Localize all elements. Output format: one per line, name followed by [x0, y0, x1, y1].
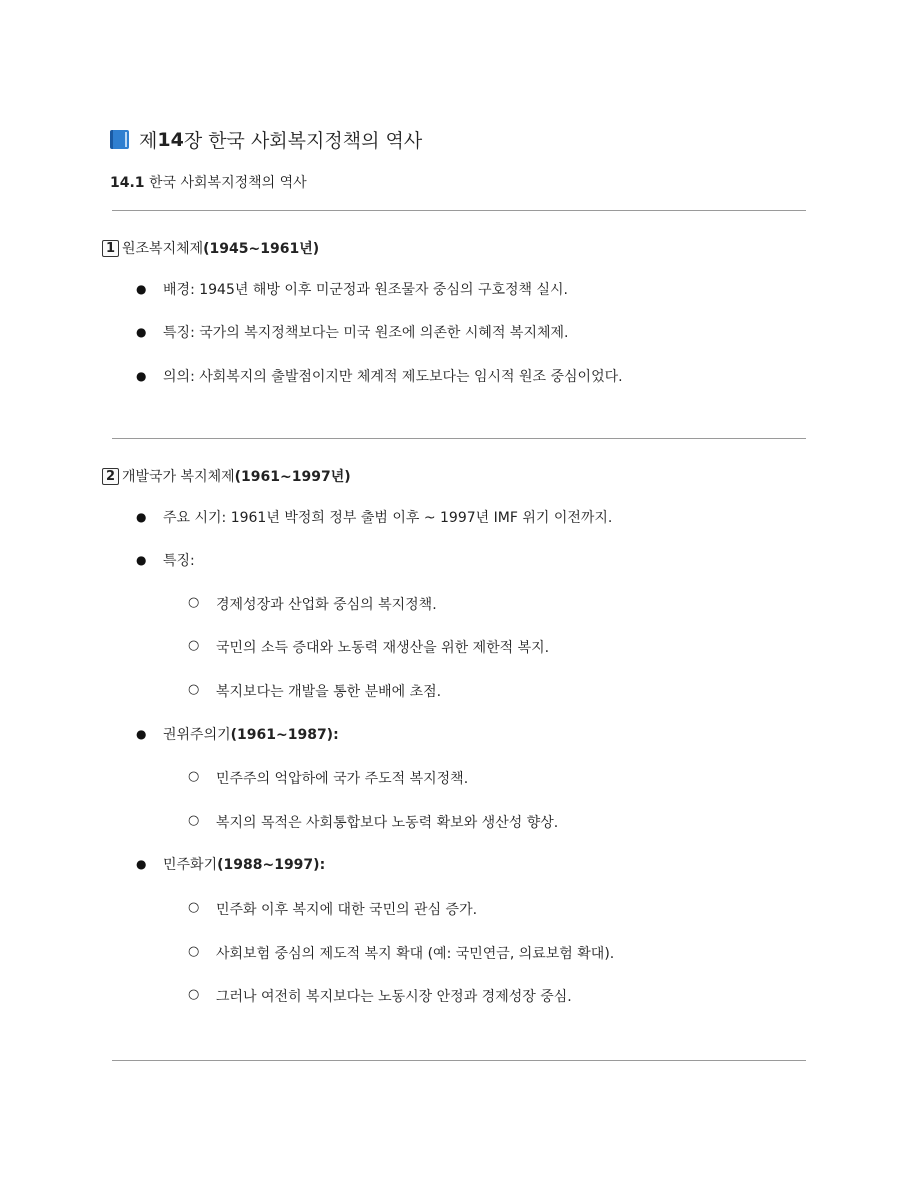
list-item [163, 507, 612, 527]
bullet-icon: ● [136, 510, 147, 524]
list-item [163, 279, 568, 299]
circle-bullet-icon: ○ [188, 769, 200, 784]
list-item [163, 854, 325, 874]
item-years: (1961~1987): [230, 727, 339, 743]
list-item [163, 322, 568, 342]
item-years: (1988~1997): [217, 857, 326, 873]
sub-list-item: 민주주의 억압하에 국가 주도적 복지정책. [216, 771, 469, 787]
part1-years: (1945~1961년) [203, 241, 320, 257]
sub-list-item: 복지의 목적은 사회통합보다 노동력 확보와 생산성 향상. [216, 815, 559, 831]
list-item-label: 특징: [163, 553, 195, 569]
chapter-prefix: 제 [139, 130, 158, 152]
bullet-icon: ● [136, 282, 147, 296]
circle-bullet-icon: ○ [188, 944, 200, 959]
sub-list-item: 국민의 소득 증대와 노동력 재생산을 위한 제한적 복지. [216, 640, 550, 656]
circle-bullet-icon: ○ [188, 595, 200, 610]
item-label: 민주화기 [163, 857, 218, 873]
section-text: 한국 사회복지정책의 역사 [144, 175, 307, 191]
chapter-title [110, 126, 422, 153]
part1-heading [102, 238, 319, 258]
circle-bullet-icon: ○ [188, 682, 200, 697]
sub-list-item: 경제성장과 산업화 중심의 복지정책. [216, 597, 437, 613]
part2-heading [102, 466, 351, 486]
circle-bullet-icon: ○ [188, 638, 200, 653]
item-label: 배경 [163, 282, 191, 298]
chapter-number: 14 [157, 128, 184, 151]
item-label: 의의 [163, 369, 191, 385]
number-badge-1: 1 [102, 240, 119, 257]
circle-bullet-icon: ○ [188, 813, 200, 828]
book-icon [110, 130, 129, 149]
number-badge-2: 2 [102, 468, 119, 485]
item-label: 특징 [163, 325, 191, 341]
part1-title: 원조복지체제 [122, 241, 204, 257]
circle-bullet-icon: ○ [188, 900, 200, 915]
bullet-icon: ● [136, 857, 147, 871]
divider [112, 1060, 806, 1061]
chapter-text: 장 한국 사회복지정책의 역사 [183, 130, 423, 152]
sub-list-item: 민주화 이후 복지에 대한 국민의 관심 증가. [216, 902, 478, 918]
bullet-icon: ● [136, 325, 147, 339]
item-text: : 국가의 복지정책보다는 미국 원조에 의존한 시혜적 복지체제. [190, 325, 569, 341]
section-title [110, 172, 307, 192]
divider [112, 438, 806, 439]
bullet-icon: ● [136, 369, 147, 383]
item-text: : 1945년 해방 이후 미군정과 원조물자 중심의 구호정책 실시. [190, 282, 568, 298]
sub-list-item: 사회보험 중심의 제도적 복지 확대 (예: 국민연금, 의료보험 확대). [216, 946, 615, 962]
bullet-icon: ● [136, 553, 147, 567]
section-number: 14.1 [110, 175, 145, 191]
sub-list-item: 복지보다는 개발을 통한 분배에 초점. [216, 684, 442, 700]
item-text: : 1961년 박정희 정부 출범 이후 ~ 1997년 IMF 위기 이전까지. [221, 510, 613, 526]
part2-years: (1961~1997년) [234, 469, 351, 485]
list-item [163, 366, 623, 386]
item-label: 주요 시기 [163, 510, 222, 526]
item-text: : 사회복지의 출발점이지만 체계적 제도보다는 임시적 원조 중심이었다. [190, 369, 623, 385]
item-label: 권위주의기 [163, 727, 231, 743]
circle-bullet-icon: ○ [188, 987, 200, 1002]
sub-list-item: 그러나 여전히 복지보다는 노동시장 안정과 경제성장 중심. [216, 989, 572, 1005]
divider [112, 210, 806, 211]
part2-title: 개발국가 복지체제 [122, 469, 235, 485]
bullet-icon: ● [136, 727, 147, 741]
list-item [163, 724, 339, 744]
